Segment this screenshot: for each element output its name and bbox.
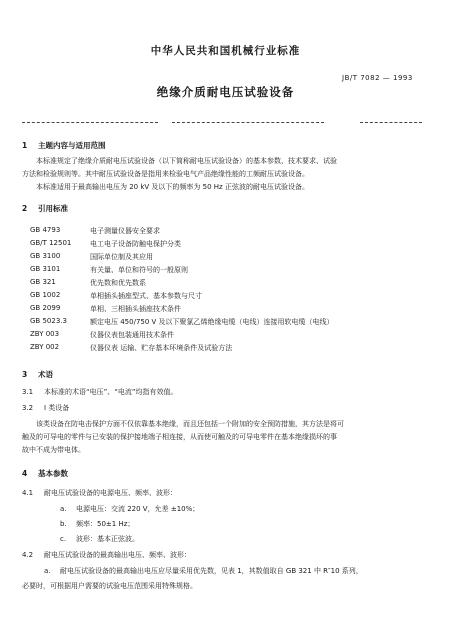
list-item-text: 电源电压：交流 220 V，允差 ±10%；: [76, 505, 200, 513]
list-item: [60, 504, 199, 514]
document-title: 绝缘介质耐电压试验设备: [156, 85, 295, 99]
ref-title: 仪器仪表包装通用技术条件: [90, 331, 174, 339]
ref-code: GB 2099: [30, 304, 61, 312]
section-3-heading: [22, 369, 53, 380]
ref-code: GB 3100: [30, 252, 61, 260]
list-item: [60, 534, 139, 544]
section-1-heading: [22, 140, 106, 151]
list-item: [44, 566, 363, 576]
list-item-mark: b.: [60, 520, 67, 528]
ref-title: 单相插头插座型式、基本参数与尺寸: [90, 292, 202, 300]
section-2-heading: [22, 203, 68, 214]
ref-title: 电工电子设备防触电保护分类: [90, 240, 181, 248]
section-4-number: 4: [22, 469, 28, 478]
ref-code: GB 321: [30, 278, 56, 286]
clause-3-2: [22, 403, 69, 413]
list-item: [60, 519, 134, 529]
clause-4-1-text: 耐电压试验设备的电源电压、频率、波形：: [44, 489, 177, 497]
clause-4-1: [22, 488, 177, 498]
ref-code: ZBY 002: [30, 343, 60, 351]
section-1-title: 主题内容与适用范围: [38, 141, 106, 150]
section-1-paragraph-1: 本标准规定了绝缘介质耐电压试验设备（以下简称耐电压试验设备）的基本参数、技术要求、试验: [36, 157, 337, 165]
section-4-title: 基本参数: [38, 469, 68, 478]
list-item-mark: c.: [60, 535, 67, 543]
ref-code: GB 5023.3: [30, 317, 67, 325]
clause-4-2-text: 耐电压试验设备的最高输出电压、频率、波形：: [44, 551, 191, 559]
section-2-number: 2: [22, 204, 28, 213]
header-rule-middle: [172, 122, 324, 123]
section-2-title: 引用标准: [38, 204, 68, 213]
section-4-tail-paragraph: 必要时，可根据用户需要的试验电压范围采用特殊规格。: [22, 582, 197, 590]
ref-title: 优先数和优先数系: [90, 279, 146, 287]
ref-code: GB 3101: [30, 265, 61, 273]
clause-4-2-number: 4.2: [22, 551, 34, 559]
list-item-text: 频率：50±1 Hz；: [76, 520, 135, 528]
section-3-paragraph-1: 该类设备在防电击保护方面不仅依靠基本绝缘，而且还包括一个附加的安全预防措施，其方法是将可: [36, 420, 344, 428]
clause-3-1-number: 3.1: [22, 388, 34, 396]
ref-title: 电子测量仪器安全要求: [90, 227, 160, 235]
clause-3-1-text: 本标准的术语“电压”、“电流”均指有效值。: [44, 388, 178, 396]
header-rule-left: [22, 122, 158, 123]
section-1-paragraph-2: 方法和检验规则等。其中耐压试验设备是指用来检验电气产品绝缘性能的工频耐压试验设备。: [22, 170, 309, 178]
clause-4-1-number: 4.1: [22, 489, 34, 497]
ref-title: 国际单位制及其应用: [90, 253, 153, 261]
list-item-mark: a.: [60, 505, 67, 513]
header-rule-right: [360, 122, 422, 123]
ref-code: GB 1002: [30, 291, 61, 299]
ref-title: 单相、三相插头插座技术条件: [90, 305, 181, 313]
list-item-mark: a.: [44, 567, 51, 575]
ref-title: 仪器仪表 运输、贮存基本环境条件及试验方法: [90, 344, 233, 352]
clause-3-2-text: I 类设备: [44, 404, 70, 412]
section-3-paragraph-2: 触及的可导电的零件与已安装的保护接地端子相连接，从而使可触及的可导电零件在基本绝缘损坏的事: [22, 433, 337, 441]
ref-title: 有关量、单位和符号的一般原则: [90, 266, 188, 274]
ref-title: 额定电压 450/750 V 及以下聚氯乙烯绝缘电缆（电线）连接用软电缆（电线）: [90, 318, 334, 326]
clause-3-1: [22, 387, 178, 397]
section-1-paragraph-3: 本标准适用于最高输出电压为 20 kV 及以下的频率为 50 Hz 正弦波的耐电压试验设备。: [36, 183, 309, 191]
clause-4-2: [22, 550, 191, 560]
list-item-text: 波形：基本正弦波。: [76, 535, 139, 543]
section-3-title: 术语: [38, 370, 53, 379]
standard-number: JB/T 7082 — 1993: [342, 74, 413, 82]
standard-title: 中华人民共和国机械行业标准: [150, 45, 301, 57]
list-item-text: 耐电压试验设备的最高输出电压应尽量采用优先数，见表 1，其数值取自 GB 321 中 R″10 系列，: [60, 567, 363, 575]
section-3-number: 3: [22, 370, 28, 379]
clause-3-2-number: 3.2: [22, 404, 34, 412]
section-1-number: 1: [22, 141, 28, 150]
ref-code: ZBY 003: [30, 330, 60, 338]
section-4-heading: [22, 468, 68, 479]
ref-code: GB 4793: [30, 226, 61, 234]
section-3-paragraph-3: 故中不成为带电体。: [22, 446, 85, 454]
ref-code: GB/T 12501: [30, 239, 72, 247]
